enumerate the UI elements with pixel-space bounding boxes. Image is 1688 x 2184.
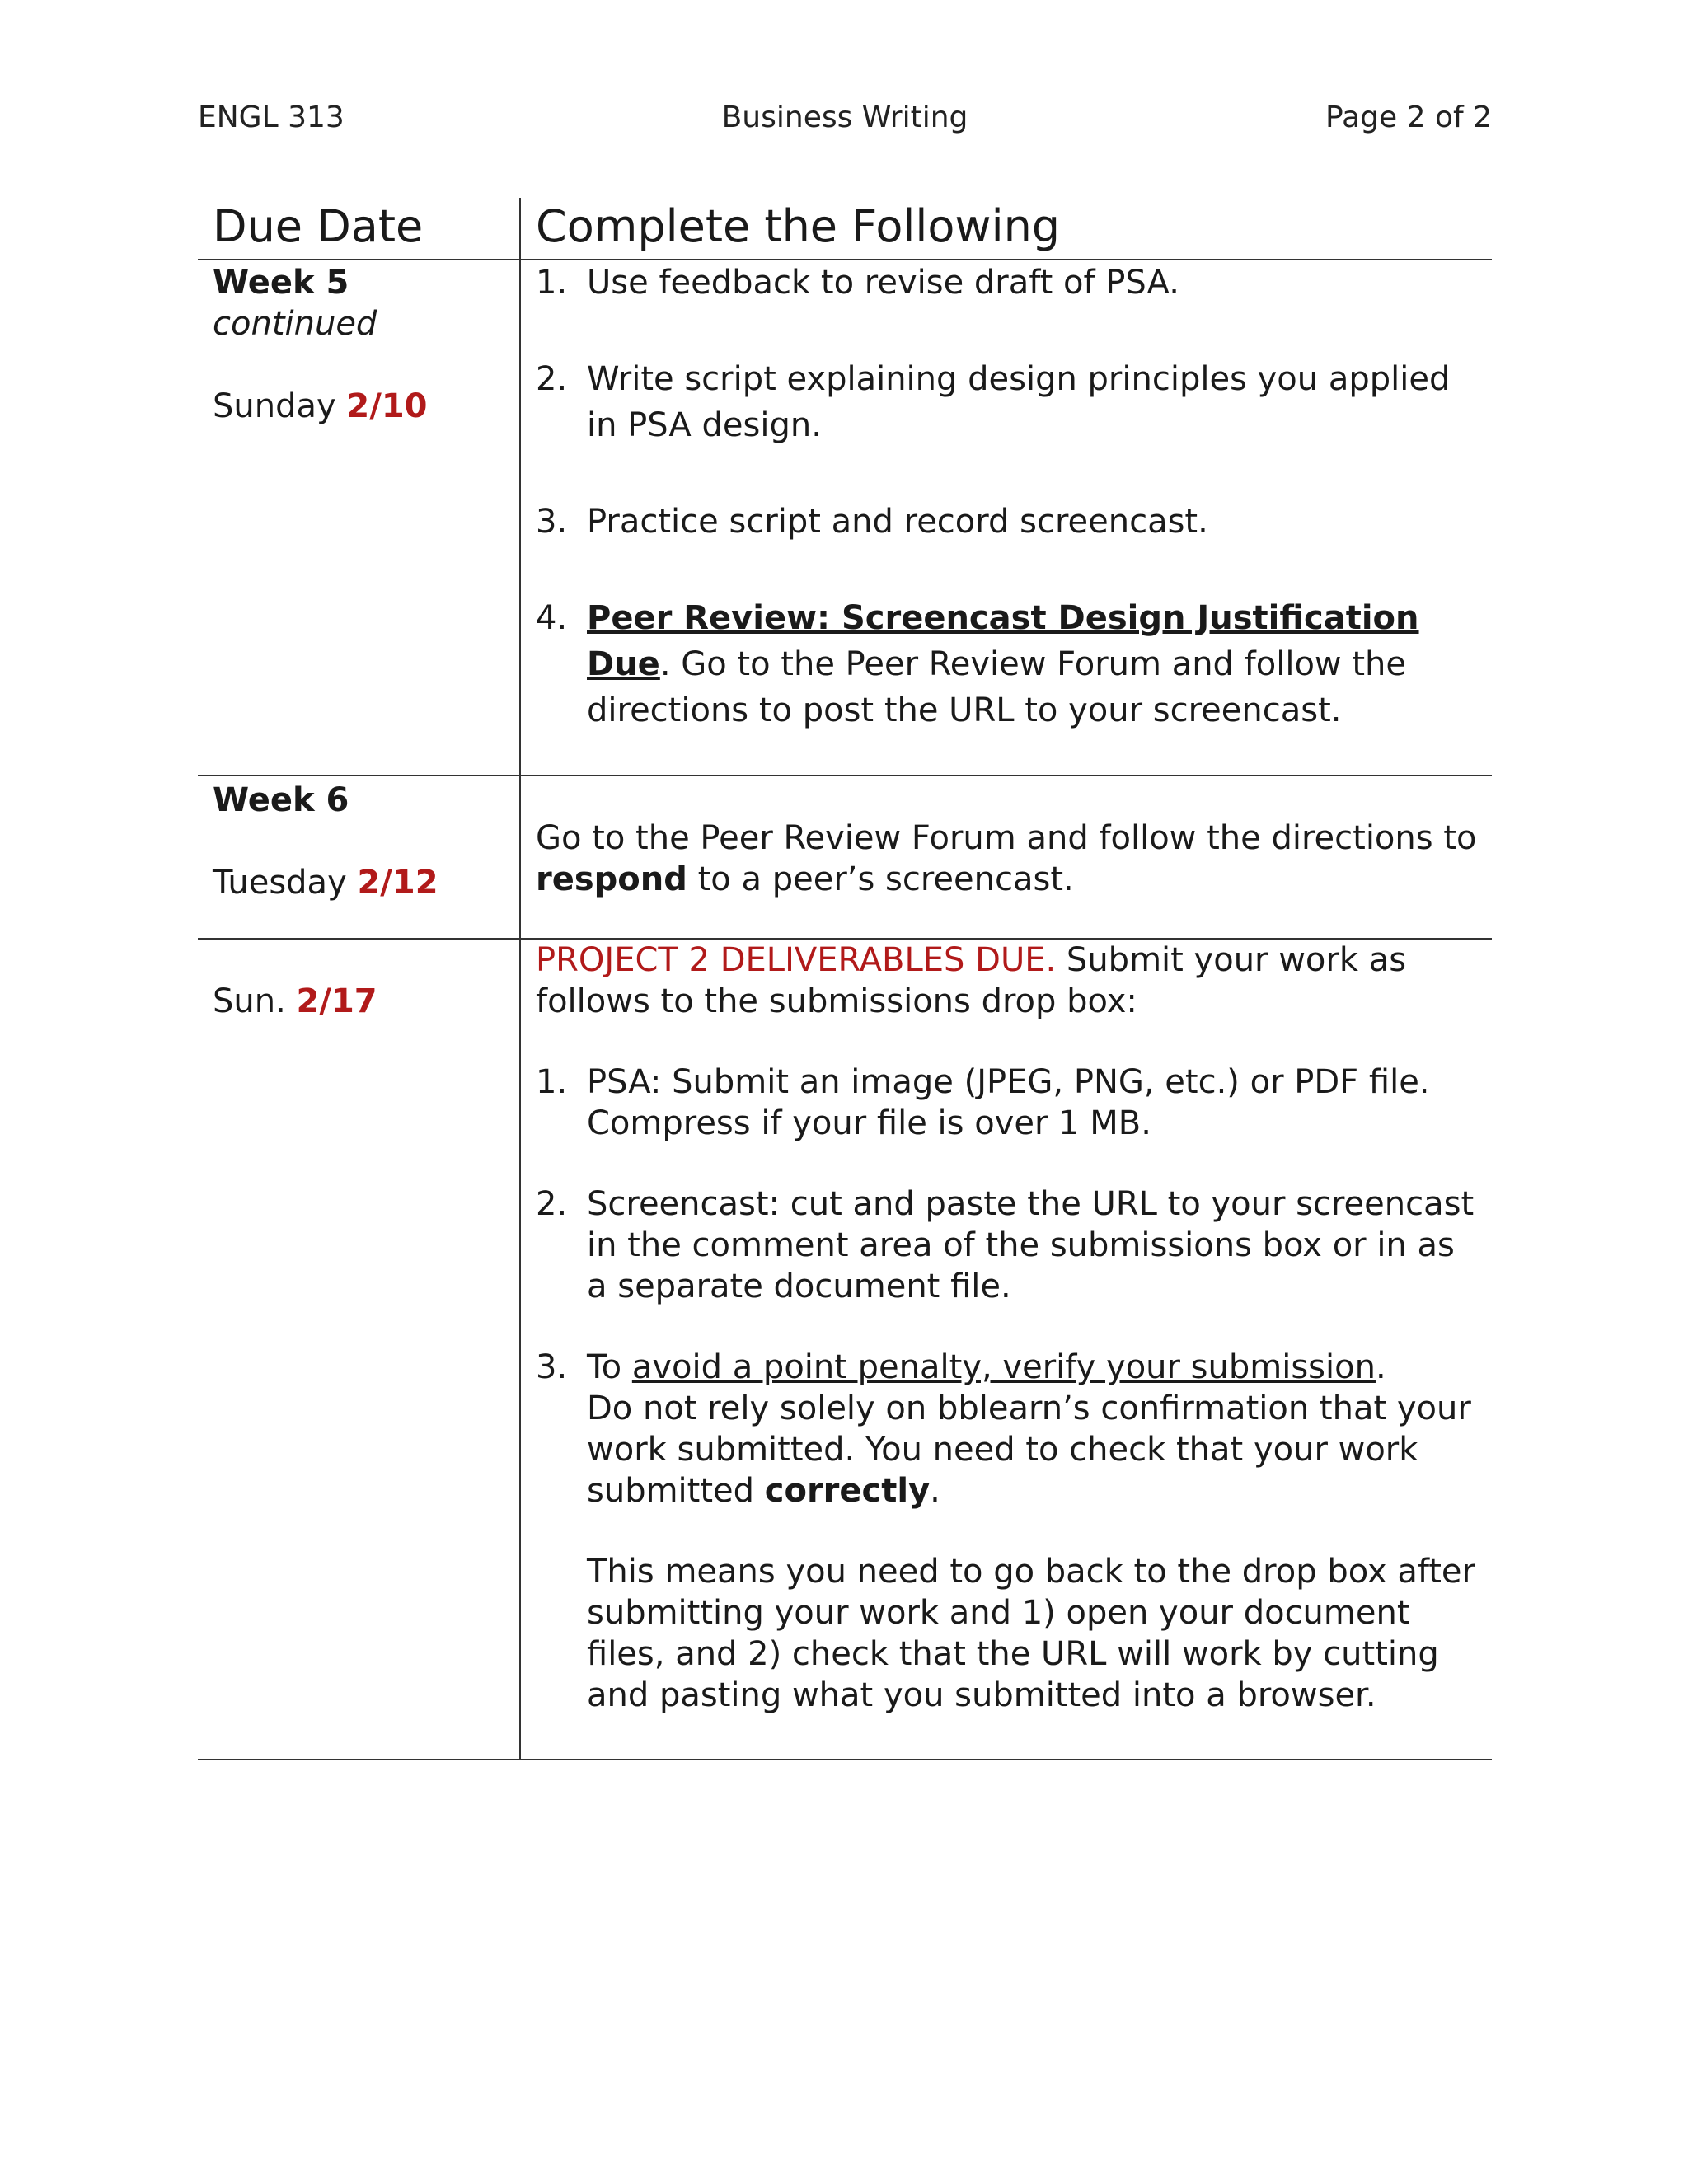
column-divider <box>519 198 521 1760</box>
week-label: Week 6 <box>213 781 349 819</box>
due-date: 2/17 <box>296 982 377 1020</box>
tasks-cell-week6: Go to the Peer Review Forum and follow the directions to respond to a peer’s screencast. <box>536 819 1477 898</box>
due-date: 2/12 <box>357 864 438 902</box>
due-day: Tuesday 2/12 <box>213 864 438 902</box>
list-item: 3. Practice script and record screencast. <box>536 503 1208 541</box>
header-rule <box>198 259 1492 260</box>
verify-submission-text: avoid a point penalty, verify your submission <box>631 1348 1376 1386</box>
complete-column-header: Complete the Following <box>536 200 1061 252</box>
course-code: ENGL 313 <box>198 101 345 134</box>
due-date-column-header: Due Date <box>213 200 424 252</box>
continued-label: continued <box>213 305 377 343</box>
tasks-cell-week5 <box>536 262 1484 733</box>
week-label: Week 5 <box>213 264 349 302</box>
page-header <box>198 97 1492 138</box>
list-item: 3. To avoid a point penalty, verify your submission. Do not rely solely on bblearn’s confirmation that your work submitted. You need to check that your work submitted correctly. <box>536 1348 1471 1510</box>
due-cell-week5 <box>213 262 428 427</box>
table-bottom-rule <box>198 1759 1492 1760</box>
course-title: Business Writing <box>721 101 968 134</box>
schedule-table <box>198 198 1492 1760</box>
due-cell-week6 <box>213 780 438 903</box>
peer-review-link[interactable]: Peer Review: Screencast Design Justification Due <box>587 599 1419 683</box>
list-item: 4. Peer Review: Screencast Design Justification Due. Go to the Peer Review Forum and follow the directions to post the URL to your screencast. <box>536 599 1419 729</box>
deliverables-due-label: PROJECT 2 DELIVERABLES DUE. <box>536 941 1057 979</box>
list-item: 1. PSA: Submit an image (JPEG, PNG, etc.) or PDF file. Compress if your file is over 1 MB. <box>536 1063 1430 1142</box>
row-divider <box>198 775 1492 776</box>
deliverables-intro: PROJECT 2 DELIVERABLES DUE. Submit your work as follows to the submissions drop box: <box>536 941 1407 1020</box>
due-cell-project2 <box>213 981 377 1022</box>
list-item: 2. Screencast: cut and paste the URL to your screencast in the comment area of the submissions box or in as a separate document file. <box>536 1185 1475 1305</box>
tasks-cell-project2 <box>536 940 1484 1716</box>
due-day: Sunday 2/10 <box>213 387 428 425</box>
due-date: 2/10 <box>346 387 428 425</box>
due-day: Sun. 2/17 <box>213 982 377 1020</box>
verification-note: This means you need to go back to the drop box after submitting your work and 1) open your document files, and 2) check that the URL will work by cutting and pasting what you submitted into a browser. <box>587 1553 1475 1714</box>
list-item: 1. Use feedback to revise draft of PSA. <box>536 264 1179 302</box>
page-number: Page 2 of 2 <box>1325 101 1492 134</box>
list-item: 2. Write script explaining design principles you applied in PSA design. <box>536 360 1451 444</box>
